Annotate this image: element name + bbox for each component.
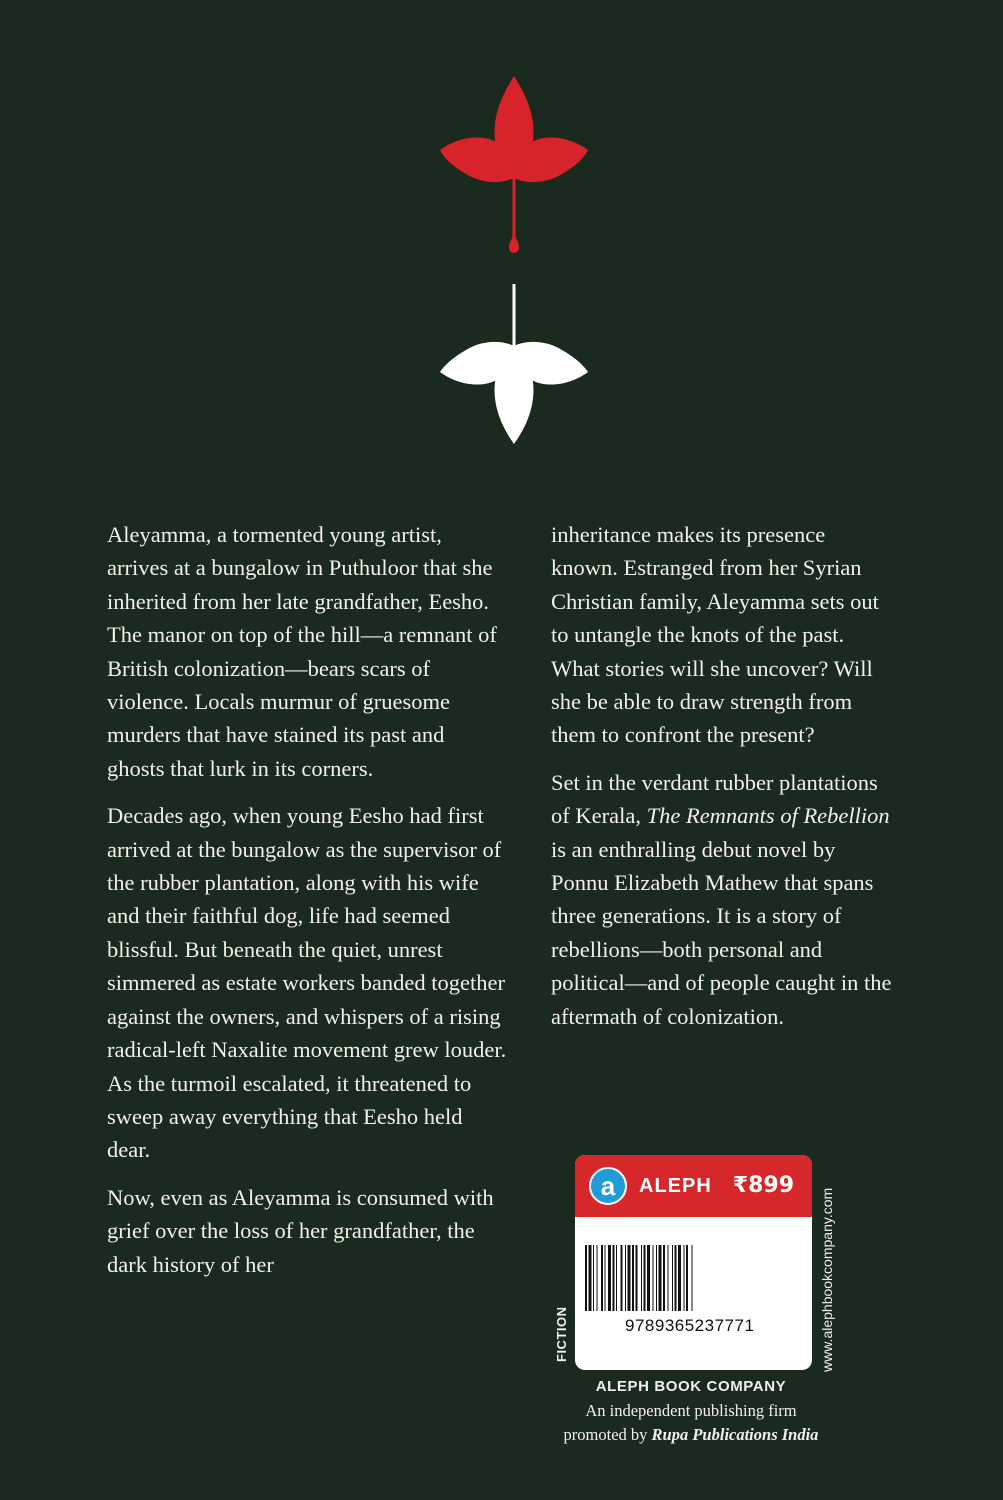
barcode-bar [644, 1245, 646, 1311]
barcode-bar [692, 1245, 693, 1311]
barcode-bar [672, 1245, 673, 1311]
barcode-bar [659, 1245, 662, 1311]
barcode-bar [684, 1245, 685, 1311]
blurb-paragraph: inheritance makes its presence known. Estranged from her Syrian Christian family, Aleyamma sets out to untangle the knots of the past. What stories will she uncover? Will she be able to draw strength from them to confront the present? [551, 522, 879, 748]
barcode-bar [625, 1245, 626, 1311]
barcode-bar [593, 1245, 594, 1311]
blurb-text: is an enthralling debut novel by Ponnu Elizabeth Mathew that spans three generations. It is a story of rebellions—both personal and political—and of people caught in the aftermath of colonization. [551, 836, 892, 1029]
blurb-paragraph: Decades ago, when young Eesho had first arrived at the bungalow as the supervisor of the rubber plantation, along with his wife and their faithful dog, life had seemed blissful. But beneath the quiet, unrest simmered as estate workers banded together against the owners, and whispers of a rising radical-left Naxalite movement grew louder. As the turmoil escalated, it threatened to sweep away everything that Eesho held dear. [107, 803, 507, 1163]
barcode-bar [641, 1245, 642, 1311]
barcode-bar [628, 1245, 631, 1311]
red-leaf-icon [438, 72, 590, 254]
publisher-tagline: An independent publishing firm [585, 1401, 797, 1420]
barcode-bar [668, 1245, 669, 1311]
barcode-bar [675, 1245, 677, 1311]
book-title: The Remnants of Rebellion [646, 803, 890, 829]
blurb-paragraph: Aleyamma, a tormented young artist, arrives at a bungalow in Puthuloor that she inherited from her late grandfather, Eesho. The manor on top of the hill—a remnant of British colonization—bears scars of violence. Locals murmur of gruesome murders that have stained its past and ghosts that lurk in its corners. [107, 522, 497, 781]
blurb-paragraph [551, 766, 896, 1033]
barcode-bar [653, 1245, 654, 1311]
barcode-bar [636, 1245, 638, 1311]
barcode-bar [616, 1245, 617, 1311]
barcode-bar [686, 1245, 688, 1311]
blurb-text: Set in the verdant rubber plantations of Kerala, [551, 769, 878, 829]
barcode-bar [601, 1245, 603, 1311]
logo-letter: a [600, 1171, 616, 1201]
barcode-bar [597, 1245, 598, 1311]
price-label: ₹899 [732, 1173, 794, 1198]
price-barcode-sticker [575, 1155, 812, 1370]
barcode-bar [632, 1245, 634, 1311]
genre-label: FICTION [554, 1306, 569, 1362]
barcode-bar [613, 1245, 615, 1311]
barcode-bar [663, 1245, 665, 1311]
aleph-logo-icon [589, 1167, 627, 1205]
promoter-name: Rupa Publications India [651, 1425, 819, 1444]
barcode-bar [678, 1245, 681, 1311]
blurb-left-column [107, 518, 507, 1295]
barcode [583, 1245, 804, 1311]
brand-label: ALEPH [639, 1175, 712, 1197]
blurb-right-column [551, 518, 896, 1047]
barcode-bar [605, 1245, 606, 1311]
blurb-paragraph: Now, even as Aleyamma is consumed with grief over the loss of her grandfather, the dark history of her [107, 1184, 494, 1277]
barcode-bar [647, 1245, 650, 1311]
website-url: www.alephbookcompany.com [819, 1187, 835, 1372]
barcode-bar [585, 1245, 587, 1311]
publisher-promoter [541, 1425, 841, 1445]
barcode-bar [621, 1245, 623, 1311]
barcode-bar [656, 1245, 657, 1311]
barcode-bar [589, 1245, 592, 1311]
sticker-header [575, 1155, 812, 1217]
isbn-number: 9789365237771 [625, 1316, 755, 1335]
publisher-name: ALEPH BOOK COMPANY [595, 1378, 787, 1395]
promoter-prefix: promoted by [563, 1425, 652, 1444]
white-leaf-icon [438, 284, 590, 448]
barcode-bar [608, 1245, 611, 1311]
